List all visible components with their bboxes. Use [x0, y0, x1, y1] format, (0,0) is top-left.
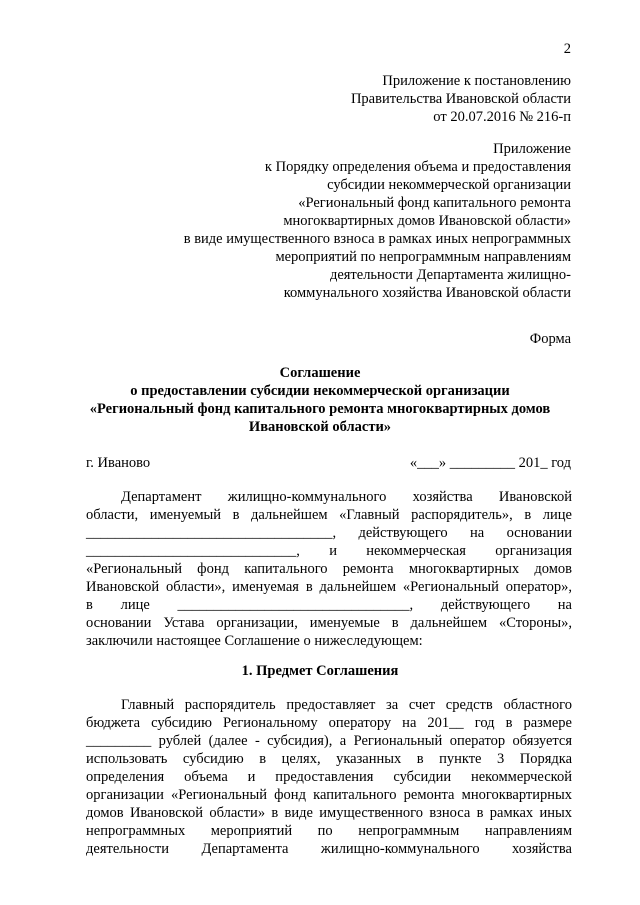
paragraph-line: использовать субсидию в целях, указанных в пункте 3 Порядка	[86, 751, 572, 767]
paragraph-line: основании Устава организации, именуемые в дальнейшем «Стороны»,	[86, 615, 572, 631]
title-line: Соглашение	[279, 365, 361, 381]
paragraph-line: определения объема и предоставления субсидии некоммерческой	[86, 769, 572, 785]
approval-line: Приложение к постановлению	[382, 73, 571, 89]
section-1-title: 1. Предмет Соглашения	[241, 663, 399, 679]
approval-line: от 20.07.2016 № 216-п	[433, 109, 571, 125]
paragraph-line: Главный распорядитель предоставляет за счет средств областного	[121, 697, 572, 713]
paragraph-line: заключили настоящее Соглашение о нижеследующем:	[86, 633, 423, 649]
paragraph-line: __________________________________, действующего на основании	[86, 525, 572, 541]
paragraph-line: в лице ________________________________, действующего на	[86, 597, 572, 613]
date-field: «___» _________ 201_ год	[409, 455, 571, 471]
title-line: Ивановской области»	[248, 419, 392, 435]
paragraph-line: Ивановской области», именуемая в дальнейшем «Региональный оператор»,	[86, 579, 572, 595]
appendix-line: коммунального хозяйства Ивановской области	[283, 285, 571, 301]
paragraph-line: _____________________________, и некоммерческая организация	[86, 543, 572, 559]
paragraph-line: _________ рублей (далее - субсидия), а Региональный оператор обязуется	[86, 733, 572, 749]
appendix-line: к Порядку определения объема и предоставления	[264, 159, 571, 175]
appendix-line: деятельности Департамента жилищно-	[329, 267, 571, 283]
approval-line: Правительства Ивановской области	[350, 91, 571, 107]
place-text: г. Иваново	[86, 455, 151, 471]
paragraph-line: области, именуемый в дальнейшем «Главный распорядитель», в лице	[86, 507, 572, 523]
paragraph-line: бюджета субсидию Региональному оператору на 201__ год в размере	[86, 715, 572, 731]
appendix-line: субсидии некоммерческой организации	[327, 177, 571, 193]
page-number: 2	[563, 41, 571, 57]
appendix-line: в виде имущественного взноса в рамках иных непрограммных	[183, 231, 571, 247]
paragraph-line: деятельности Департамента жилищно-коммунального хозяйства	[86, 841, 572, 857]
title-line: «Региональный фонд капитального ремонта многоквартирных домов	[89, 401, 551, 417]
form-label: Форма	[529, 331, 571, 347]
paragraph-line: Департамент жилищно-коммунального хозяйства Ивановской	[121, 489, 572, 505]
appendix-line: мероприятий по непрограммным направлениям	[275, 249, 571, 265]
paragraph-line: «Региональный фонд капитального ремонта многоквартирных домов	[86, 561, 572, 577]
title-line: о предоставлении субсидии некоммерческой организации	[130, 383, 510, 399]
appendix-line: многоквартирных домов Ивановской области»	[283, 213, 571, 229]
appendix-line: Приложение	[493, 141, 571, 157]
appendix-line: «Региональный фонд капитального ремонта	[298, 195, 571, 211]
paragraph-line: домов Ивановской области» в виде имущественного взноса в рамках иных	[86, 805, 572, 821]
paragraph-line: непрограммных мероприятий по непрограммным направлениям	[86, 823, 572, 839]
paragraph-line: организации «Региональный фонд капитального ремонта многоквартирных	[86, 787, 572, 803]
